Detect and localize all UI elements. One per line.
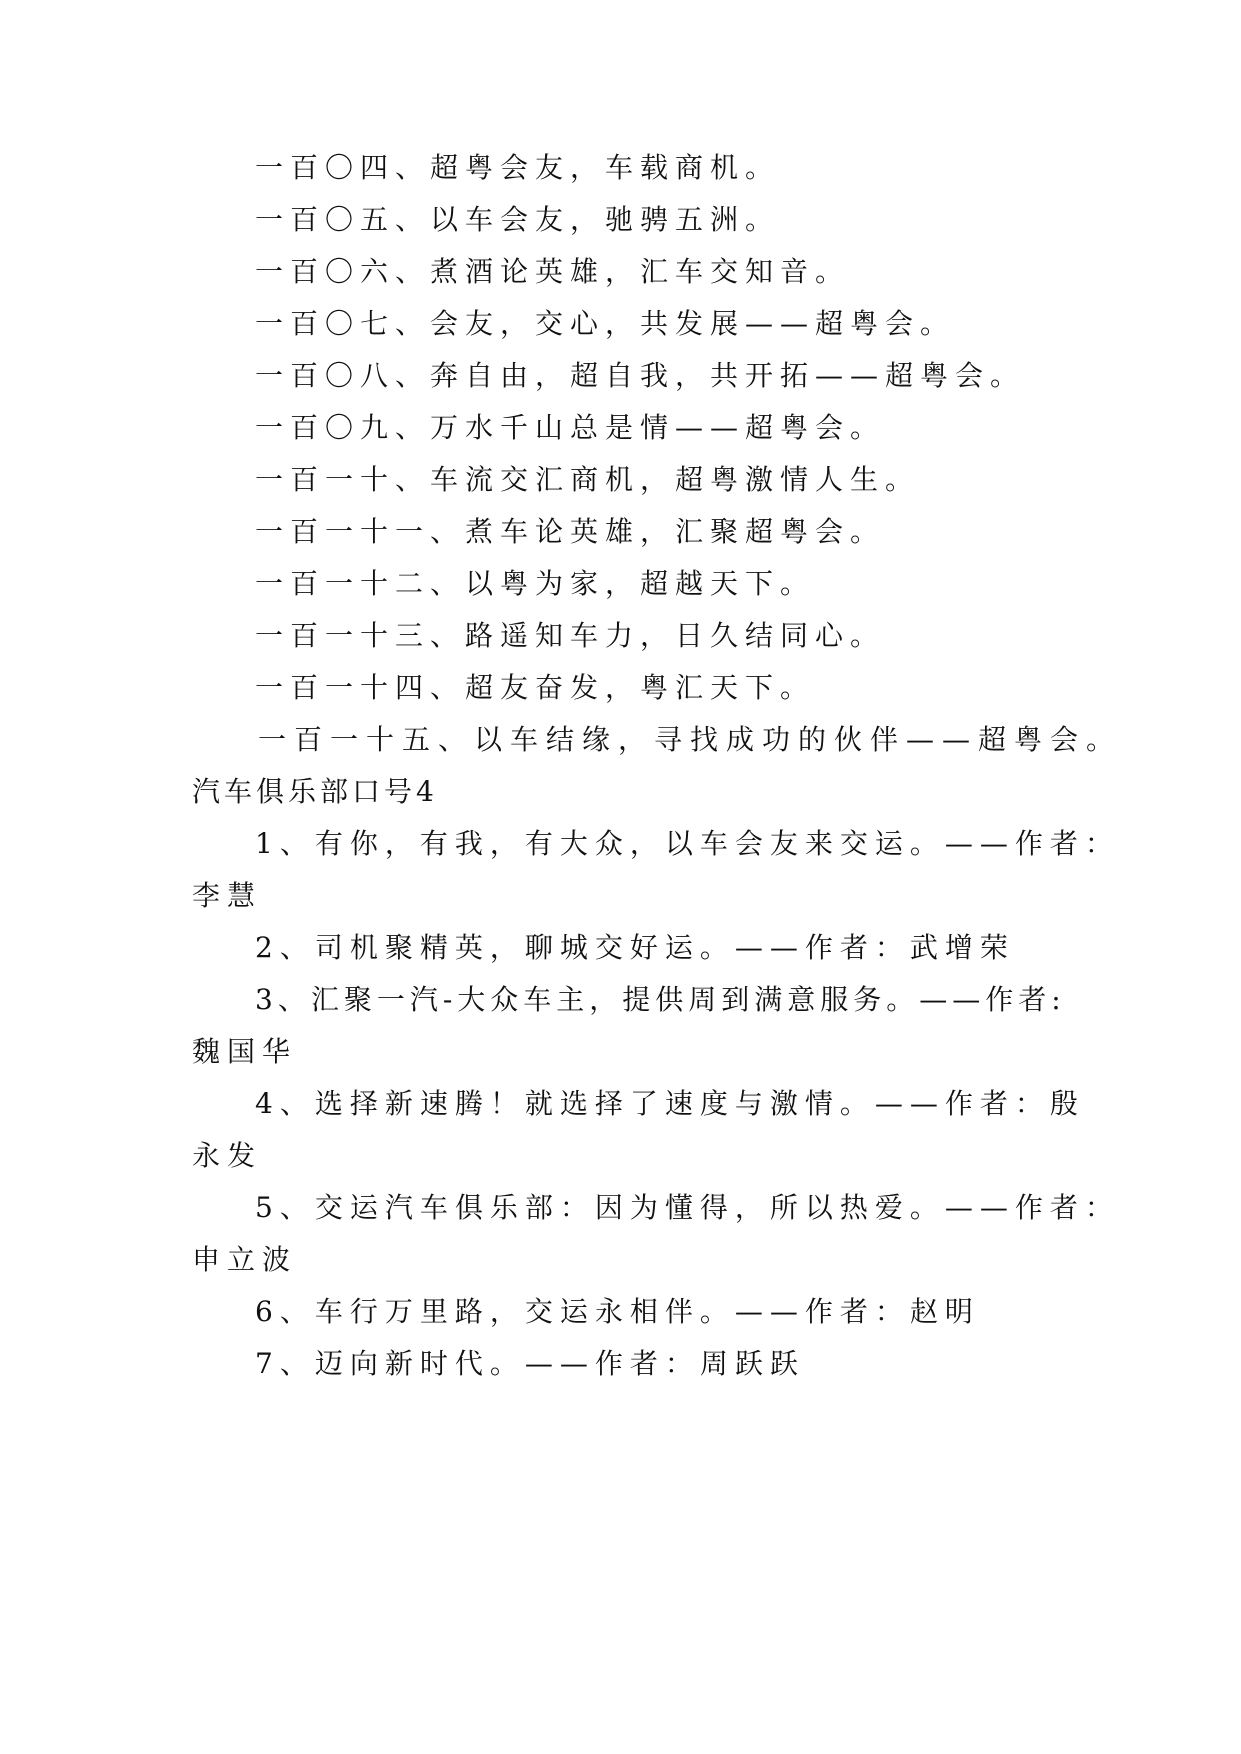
slogan-line: 一百一十三、路遥知车力，日久结同心。 — [255, 619, 886, 652]
slogan-line: 一百〇八、奔自由，超自我，共开拓——超粤会。 — [255, 359, 1026, 392]
slogan-line-continuation: 李慧 — [192, 879, 263, 912]
slogan-line-continuation: 永发 — [192, 1139, 263, 1172]
slogan-line: 7、迈向新时代。——作者：周跃跃 — [255, 1347, 805, 1380]
slogan-line: 5、交运汽车俱乐部：因为懂得，所以热爱。——作者： — [255, 1191, 1120, 1224]
slogan-line: 一百一十一、煮车论英雄，汇聚超粤会。 — [255, 515, 886, 548]
slogan-line-continuation: 魏国华 — [192, 1035, 298, 1068]
section-heading: 汽车俱乐部口号4 — [192, 775, 438, 808]
slogan-line-continuation: 申立波 — [192, 1243, 298, 1276]
slogan-line: 一百一十、车流交汇商机，超粤激情人生。 — [255, 463, 921, 496]
slogan-line: 一百〇九、万水千山总是情——超粤会。 — [255, 411, 886, 444]
slogan-line: 一百〇七、会友，交心，共发展——超粤会。 — [255, 307, 956, 340]
slogan-line: 6、车行万里路，交运永相伴。——作者：赵明 — [255, 1295, 980, 1328]
slogan-line: 3、汇聚一汽-大众车主，提供周到满意服务。——作者: — [255, 983, 1066, 1016]
slogan-line: 一百一十四、超友奋发，粤汇天下。 — [255, 671, 816, 704]
slogan-line: 一百〇五、以车会友，驰骋五洲。 — [255, 203, 781, 236]
slogan-line: 4、选择新速腾！就选择了速度与激情。——作者：殷 — [255, 1087, 1085, 1120]
slogan-line: 一百〇六、煮酒论英雄，汇车交知音。 — [255, 255, 851, 288]
slogan-line: 一百一十二、以粤为家，超越天下。 — [255, 567, 816, 600]
slogan-line: 1、有你，有我，有大众，以车会友来交运。——作者： — [255, 827, 1120, 860]
slogan-line: 一百〇四、超粤会友，车载商机。 — [255, 151, 781, 184]
slogan-line: 2、司机聚精英，聊城交好运。——作者：武增荣 — [255, 931, 1015, 964]
slogan-line: 一百一十五、以车结缘，寻找成功的伙伴——超粤会。 — [258, 723, 1123, 756]
